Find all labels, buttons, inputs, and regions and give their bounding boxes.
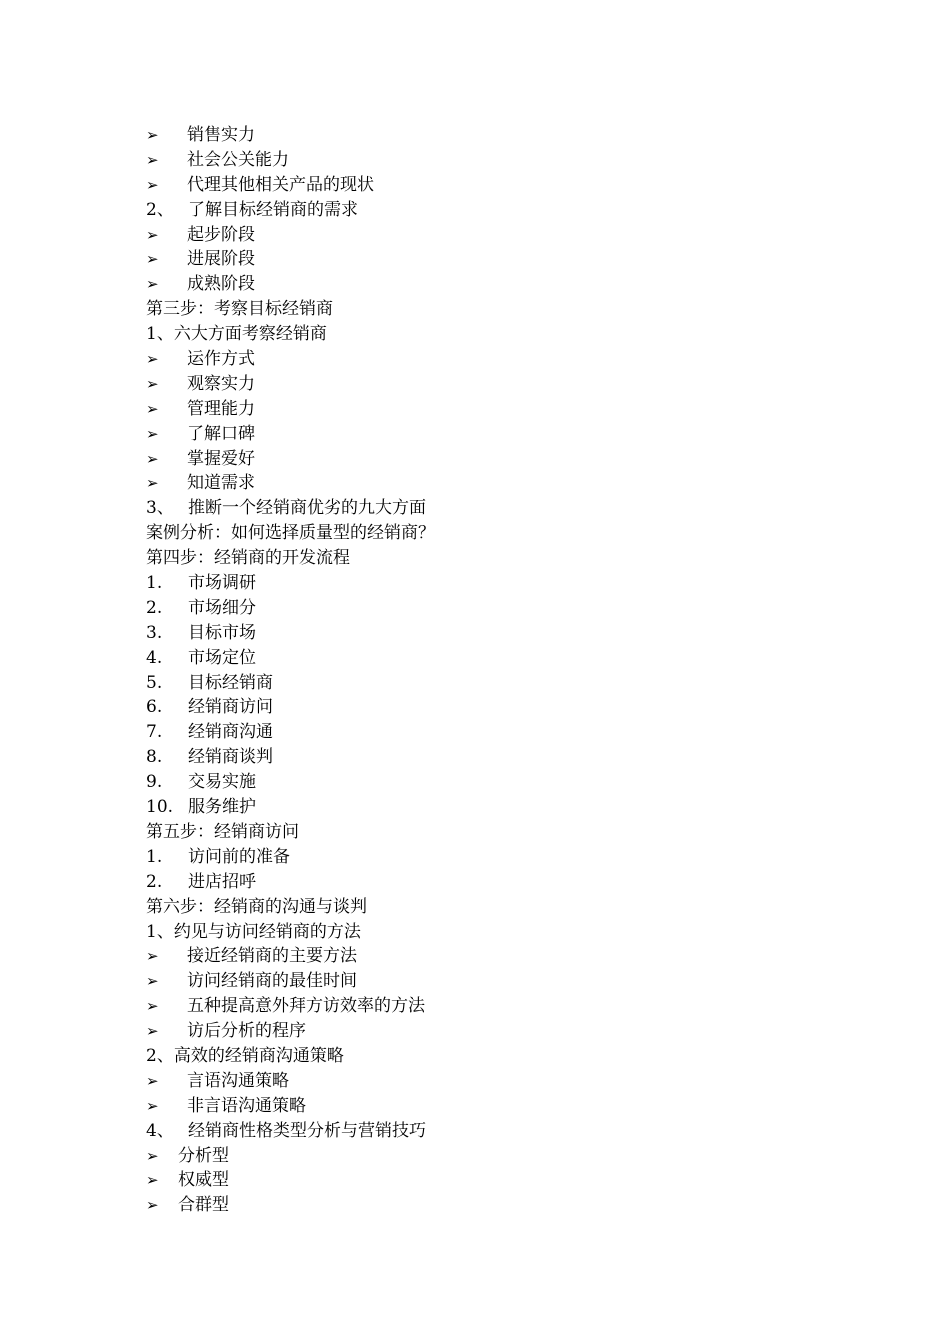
- list-number: 8.: [146, 747, 163, 768]
- outline-line: [146, 596, 906, 621]
- list-item-text: 访后分析的程序: [187, 1021, 306, 1042]
- arrow-bullet-icon: ➢: [146, 350, 159, 369]
- outline-line: [146, 546, 906, 571]
- list-item-text: 经销商谈判: [188, 747, 273, 768]
- list-item-text: 进店招呼: [188, 871, 256, 892]
- outline-line: [146, 297, 906, 322]
- outline-line: [146, 920, 906, 945]
- outline-line: [146, 322, 906, 347]
- heading-text: 第六步：经销商的沟通与谈判: [146, 896, 367, 917]
- arrow-bullet-icon: ➢: [146, 972, 159, 991]
- list-item-text: 起步阶段: [187, 224, 255, 245]
- list-number: 4、: [146, 1120, 174, 1141]
- list-number: 2、: [146, 199, 174, 220]
- outline-line: [146, 496, 906, 521]
- list-item-text: 市场调研: [188, 573, 256, 594]
- arrow-bullet-icon: ➢: [146, 1096, 159, 1115]
- list-item-text: 市场定位: [188, 647, 256, 668]
- outline-line: [146, 1168, 906, 1193]
- arrow-bullet-icon: ➢: [146, 474, 159, 493]
- heading-text: 1、约见与访问经销商的方法: [146, 921, 361, 942]
- outline-line: [146, 148, 906, 173]
- list-item-text: 经销商性格类型分析与营销技巧: [188, 1120, 426, 1141]
- outline-line: [146, 571, 906, 596]
- list-number: 2.: [146, 871, 163, 892]
- outline-line: [146, 695, 906, 720]
- heading-text: 第四步：经销商的开发流程: [146, 548, 350, 569]
- outline-line: [146, 820, 906, 845]
- outline-line: [146, 994, 906, 1019]
- outline-line: [146, 646, 906, 671]
- outline-line: [146, 1069, 906, 1094]
- outline-line: [146, 123, 906, 148]
- arrow-bullet-icon: ➢: [146, 150, 159, 169]
- arrow-bullet-icon: ➢: [146, 175, 159, 194]
- list-item-text: 经销商沟通: [188, 722, 273, 743]
- list-number: 10.: [146, 797, 174, 818]
- heading-text: 1、六大方面考察经销商: [146, 324, 327, 345]
- list-item-text: 经销商访问: [188, 697, 273, 718]
- list-item-text: 了解目标经销商的需求: [188, 199, 358, 220]
- list-item-text: 权威型: [178, 1170, 229, 1191]
- outline-line: [146, 621, 906, 646]
- outline-line: [146, 397, 906, 422]
- arrow-bullet-icon: ➢: [146, 1196, 159, 1215]
- outline-line: [146, 770, 906, 795]
- arrow-bullet-icon: ➢: [146, 250, 159, 269]
- outline-line: [146, 671, 906, 696]
- outline-line: [146, 223, 906, 248]
- list-number: 5.: [146, 672, 163, 693]
- heading-text: 案例分析：如何选择质量型的经销商？: [146, 523, 435, 544]
- list-number: 6.: [146, 697, 163, 718]
- outline-line: [146, 845, 906, 870]
- arrow-bullet-icon: ➢: [146, 1146, 159, 1165]
- list-number: 7.: [146, 722, 163, 743]
- heading-text: 2、高效的经销商沟通策略: [146, 1045, 344, 1066]
- list-item-text: 交易实施: [188, 772, 256, 793]
- list-number: 2.: [146, 597, 163, 618]
- outline-line: [146, 471, 906, 496]
- list-item-text: 推断一个经销商优劣的九大方面: [188, 498, 426, 519]
- outline-line: [146, 447, 906, 472]
- list-item-text: 市场细分: [188, 597, 256, 618]
- list-item-text: 非言语沟通策略: [187, 1095, 306, 1116]
- arrow-bullet-icon: ➢: [146, 1171, 159, 1190]
- outline-line: [146, 521, 906, 546]
- arrow-bullet-icon: ➢: [146, 1022, 159, 1041]
- arrow-bullet-icon: ➢: [146, 126, 159, 144]
- arrow-bullet-icon: ➢: [146, 1071, 159, 1090]
- list-item-text: 服务维护: [188, 797, 256, 818]
- list-number: 4.: [146, 647, 163, 668]
- list-number: 1.: [146, 846, 163, 867]
- document-page: [146, 123, 906, 1218]
- arrow-bullet-icon: ➢: [146, 399, 159, 418]
- outline-line: [146, 1193, 906, 1218]
- list-item-text: 言语沟通策略: [187, 1070, 289, 1091]
- list-item-text: 知道需求: [187, 473, 255, 494]
- list-item-text: 了解口碑: [187, 423, 255, 444]
- outline-line: [146, 1119, 906, 1144]
- list-item-text: 接近经销商的主要方法: [187, 946, 357, 967]
- outline-line: [146, 795, 906, 820]
- outline-line: [146, 198, 906, 223]
- arrow-bullet-icon: ➢: [146, 225, 159, 244]
- arrow-bullet-icon: ➢: [146, 947, 159, 966]
- arrow-bullet-icon: ➢: [146, 997, 159, 1016]
- outline-line: [146, 372, 906, 397]
- heading-text: 第三步：考察目标经销商: [146, 299, 333, 320]
- outline-line: [146, 422, 906, 447]
- outline-line: [146, 745, 906, 770]
- outline-line: [146, 870, 906, 895]
- heading-text: 第五步：经销商访问: [146, 821, 299, 842]
- list-item-text: 运作方式: [187, 349, 255, 370]
- list-number: 3.: [146, 622, 163, 643]
- list-item-text: 目标市场: [188, 622, 256, 643]
- list-item-text: 访问经销商的最佳时间: [187, 971, 357, 992]
- outline-line: [146, 720, 906, 745]
- list-item-text: 进展阶段: [187, 249, 255, 270]
- outline-line: [146, 1144, 906, 1169]
- list-item-text: 管理能力: [187, 398, 255, 419]
- list-item-text: 成熟阶段: [187, 274, 255, 295]
- list-item-text: 代理其他相关产品的现状: [187, 174, 374, 195]
- outline-line: [146, 1094, 906, 1119]
- outline-line: [146, 1019, 906, 1044]
- outline-line: [146, 347, 906, 372]
- list-item-text: 分析型: [178, 1145, 229, 1166]
- outline-line: [146, 895, 906, 920]
- arrow-bullet-icon: ➢: [146, 424, 159, 443]
- list-number: 9.: [146, 772, 163, 793]
- list-item-text: 社会公关能力: [187, 149, 289, 170]
- outline-line: [146, 173, 906, 198]
- list-item-text: 目标经销商: [188, 672, 273, 693]
- arrow-bullet-icon: ➢: [146, 374, 159, 393]
- outline-line: [146, 247, 906, 272]
- list-item-text: 合群型: [178, 1195, 229, 1216]
- list-item-text: 销售实力: [187, 125, 255, 145]
- arrow-bullet-icon: ➢: [146, 275, 159, 294]
- outline-line: [146, 969, 906, 994]
- list-item-text: 观察实力: [187, 373, 255, 394]
- list-item-text: 访问前的准备: [188, 846, 290, 867]
- outline-line: [146, 1044, 906, 1069]
- list-item-text: 五种提高意外拜方访效率的方法: [187, 996, 425, 1017]
- list-item-text: 掌握爱好: [187, 448, 255, 469]
- arrow-bullet-icon: ➢: [146, 449, 159, 468]
- list-number: 3、: [146, 498, 174, 519]
- outline-line: [146, 272, 906, 297]
- list-number: 1.: [146, 573, 163, 594]
- outline-line: [146, 944, 906, 969]
